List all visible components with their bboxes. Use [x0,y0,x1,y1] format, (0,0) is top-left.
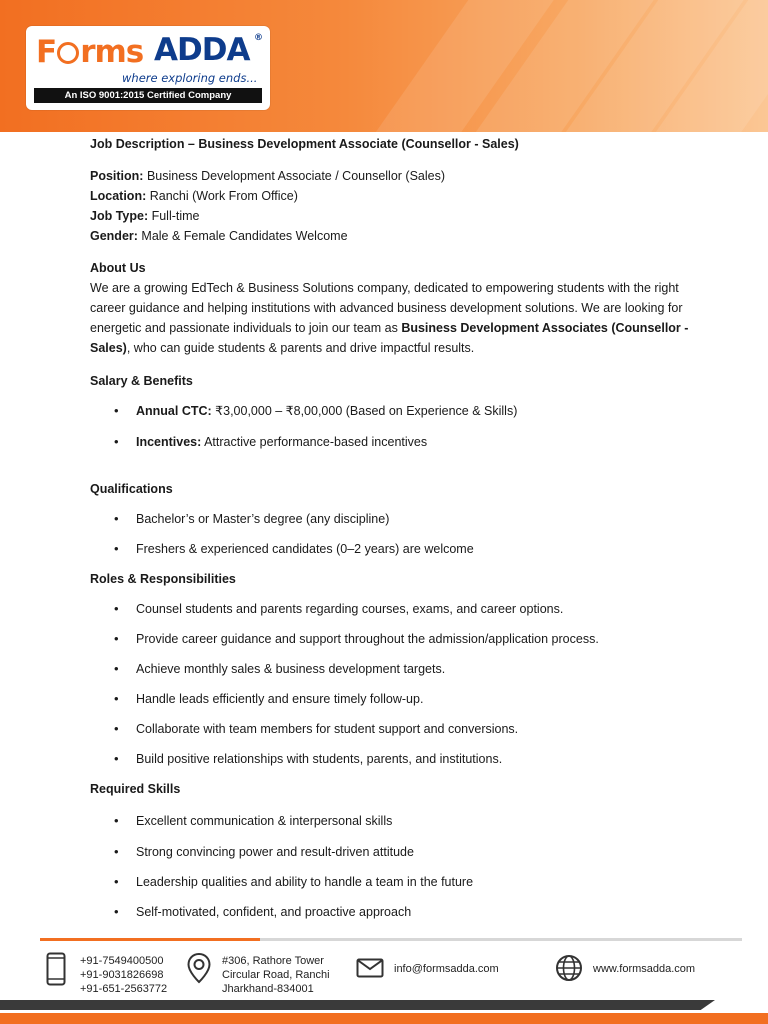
logo-adda-text: ADDA [154,32,250,68]
info-location: Location: Ranchi (Work From Office) [90,189,298,203]
footer-dark-band [0,1000,715,1010]
skills-list [90,811,690,922]
phone-icon [46,952,66,986]
qualifications-heading: Qualifications [90,482,173,496]
phone-number[interactable]: +91-9031826698 [80,969,164,981]
job-description-body [90,134,690,922]
list-item: • Excellent communication & interpersonal skills [90,811,690,831]
about-heading: About Us [90,261,146,275]
logo-forms-text: F rms [36,34,144,70]
list-item: • Provide career guidance and support throughout the admission/application process. [90,629,690,649]
footer-phones [80,954,167,996]
footer-address [222,954,330,996]
footer-orange-band [0,1013,768,1024]
list-item: • Annual CTC: ₹3,00,000 – ₹8,00,000 (Based on Experience & Skills) [90,401,690,421]
skills-heading: Required Skills [90,782,181,796]
address-line: Jharkhand-834001 [222,983,314,995]
iso-certification-badge: An ISO 9001:2015 Certified Company [34,88,262,103]
job-info-block [90,166,690,246]
document-title: Job Description – Business Development Associate (Counsellor - Sales) [90,137,519,151]
roles-list [90,599,690,769]
salary-heading: Salary & Benefits [90,374,193,388]
list-item: • Build positive relationships with students, parents, and institutions. [90,749,690,769]
list-item: • Self-motivated, confident, and proactive approach [90,902,690,922]
list-item: • Leadership qualities and ability to handle a team in the future [90,872,690,892]
email-icon [356,958,384,978]
info-job-type: Job Type: Full-time [90,209,200,223]
footer-email[interactable]: info@formsadda.com [394,963,499,975]
about-text: We are a growing EdTech & Business Solutions company, dedicated to empowering students with the right career guidance and helping institutions with advanced business development solutions. We are looking for energetic and passionate individuals to join our team as Business Development Associates (Counsellor - Sales), who can guide students & parents and drive impactful results. [90,281,689,355]
list-item: • Bachelor’s or Master’s degree (any discipline) [90,509,690,529]
roles-heading: Roles & Responsibilities [90,572,236,586]
smiley-icon [57,42,79,64]
formsadda-logo [26,26,270,110]
logo-tagline: where exploring ends... [122,71,258,85]
globe-icon [555,954,583,982]
info-position: Position: Business Development Associate / Counsellor (Sales) [90,169,446,183]
header-band [0,0,768,132]
list-item: • Freshers & experienced candidates (0–2 years) are welcome [90,539,690,559]
address-line: #306, Rathore Tower [222,955,324,967]
footer-website[interactable]: www.formsadda.com [593,963,696,975]
list-item: • Counsel students and parents regarding courses, exams, and career options. [90,599,690,619]
phone-number[interactable]: +91-7549400500 [80,955,164,967]
address-line: Circular Road, Ranchi [222,969,330,981]
list-item: • Strong convincing power and result-driven attitude [90,842,690,862]
list-item: • Achieve monthly sales & business development targets. [90,659,690,679]
phone-number[interactable]: +91-651-2563772 [80,983,168,995]
location-pin-icon [186,952,212,984]
list-item: • Handle leads efficiently and ensure timely follow-up. [90,689,690,709]
registered-mark: ® [254,33,263,43]
list-item: • Collaborate with team members for student support and conversions. [90,719,690,739]
info-gender: Gender: Male & Female Candidates Welcome [90,229,348,243]
footer-divider-accent [40,938,260,941]
salary-list [90,401,690,452]
qualifications-list [90,509,690,559]
list-item: • Incentives: Attractive performance-based incentives [90,432,690,452]
